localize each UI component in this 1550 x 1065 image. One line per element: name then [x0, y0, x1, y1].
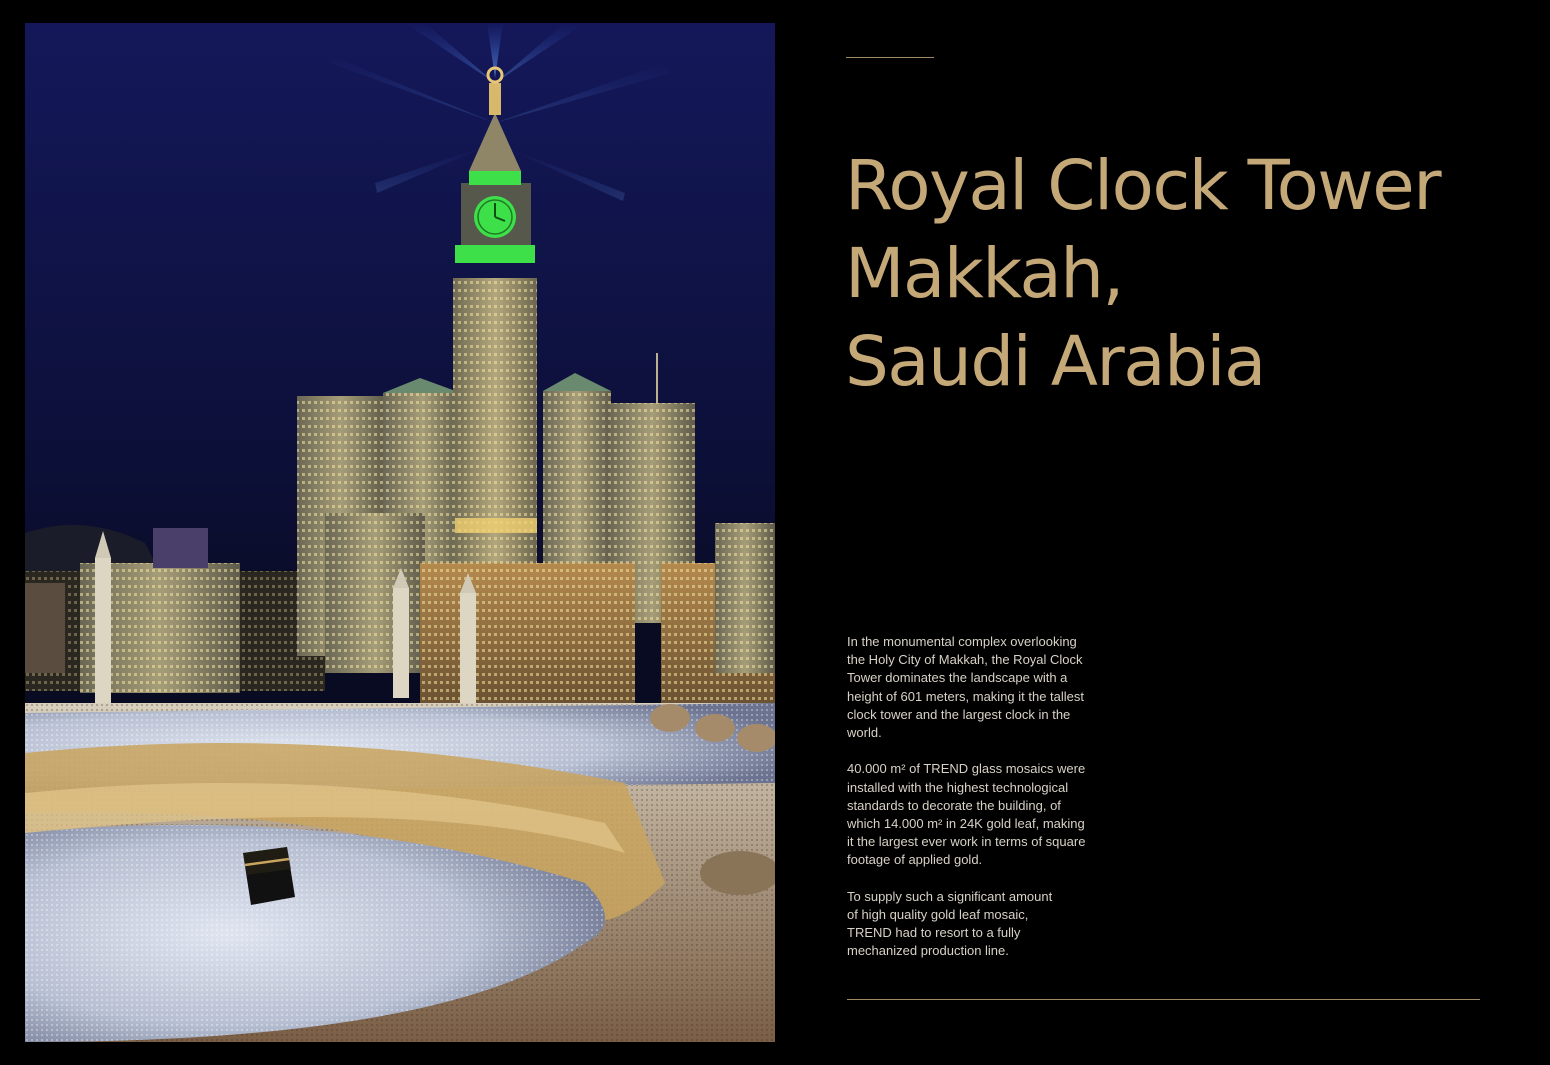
title-line-3: Saudi Arabia: [845, 322, 1265, 402]
description: [847, 633, 1117, 979]
top-rule: [846, 57, 934, 58]
title-line-2: Makkah,: [845, 234, 1123, 314]
bottom-rule: [847, 999, 1480, 1000]
clock-tower-photo: [25, 23, 775, 1042]
paragraph-mosaics: 40.000 m² of TREND glass mosaics were installed with the highest technological standards to decorate the building, of which 14.000 m² in 24K gold leaf, making it the largest ever work in terms of square footage of applied gold.: [847, 761, 1086, 868]
title-line-1: Royal Clock Tower: [845, 146, 1441, 226]
page-title: [845, 142, 1525, 406]
paragraph-height: In the monumental complex overlooking the Holy City of Makkah, the Royal Clock Tower dominates the landscape with a height of 601 meters, making it the tallest clock tower and the largest clock in the world.: [847, 634, 1085, 741]
paragraph-production: To supply such a significant amount of high quality gold leaf mosaic, TREND had to resort to a fully mechanized production line.: [847, 888, 1053, 959]
